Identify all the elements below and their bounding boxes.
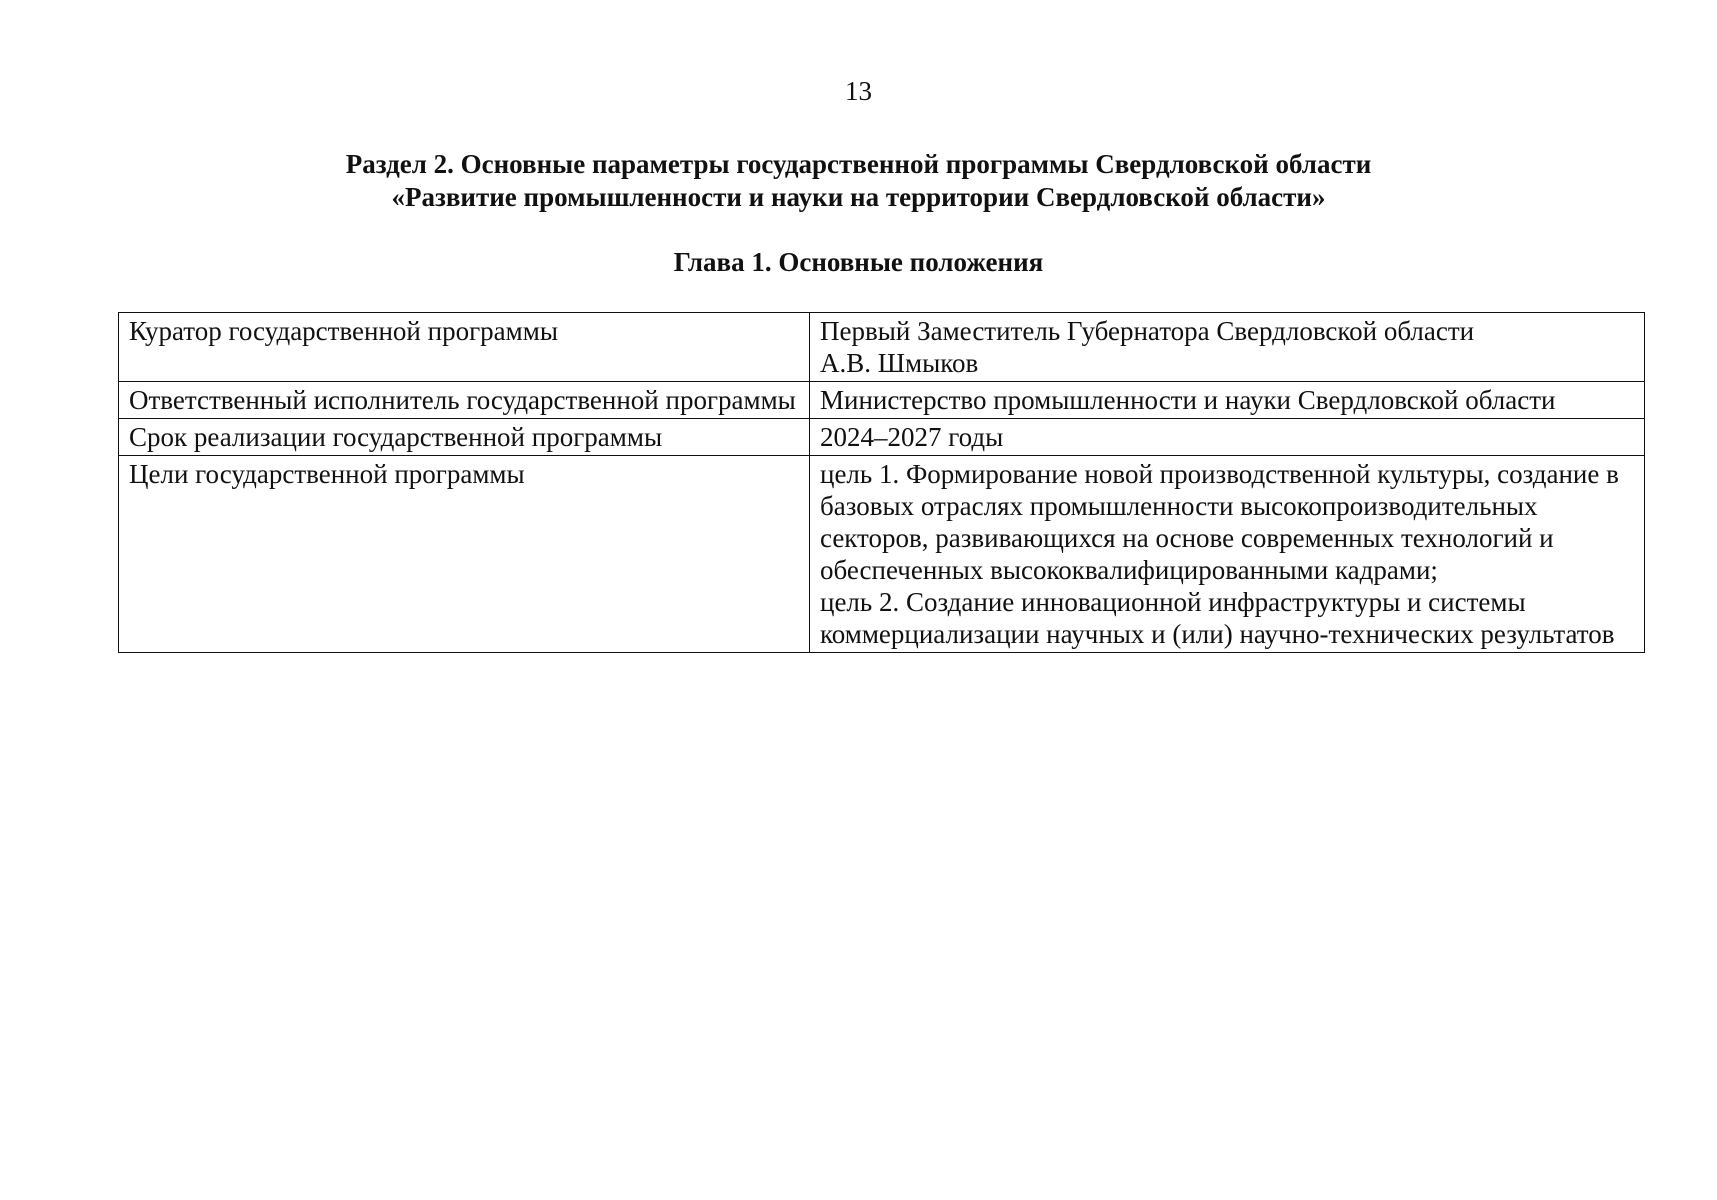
row-label-curator: Куратор государственной программы bbox=[119, 313, 810, 382]
row-value-program-goals bbox=[810, 456, 1645, 653]
table-row-implementation-period bbox=[119, 419, 1645, 456]
row-value-implementation-period bbox=[810, 419, 1645, 456]
row-label-program-goals: Цели государственной программы bbox=[119, 456, 810, 653]
curator-position: Первый Заместитель Губернатора Свердловской области bbox=[820, 316, 1475, 346]
curator-name: А.В. Шмыков bbox=[820, 348, 979, 378]
row-value-responsible-executor bbox=[810, 382, 1645, 419]
row-label-responsible-executor: Ответственный исполнитель государственной программы bbox=[119, 382, 810, 419]
section-title-line-2: «Развитие промышленности и науки на территории Свердловской области» bbox=[391, 182, 1326, 212]
program-parameters-table bbox=[118, 312, 1645, 653]
row-value-curator bbox=[810, 313, 1645, 382]
table-row-curator bbox=[119, 313, 1645, 382]
chapter-title: Глава 1. Основные положения bbox=[673, 247, 1044, 277]
section-title-line-1: Раздел 2. Основные параметры государственной программы Свердловской области bbox=[345, 149, 1372, 179]
row-label-implementation-period: Срок реализации государственной программы bbox=[119, 419, 810, 456]
table-row-responsible-executor bbox=[119, 382, 1645, 419]
implementation-period-value: 2024–2027 годы bbox=[820, 422, 1004, 452]
program-goal-2: цель 2. Создание инновационной инфраструктуры и системы коммерциализации научных и (или) научно-технических результатов bbox=[820, 587, 1615, 649]
section-title bbox=[0, 148, 1717, 214]
program-goal-1: цель 1. Формирование новой производственной культуры, создание в базовых отраслях промышленности высокопроизводительных секторов, развивающихся на основе современных технологий и обеспеченных высококвалифицированными кадрами; bbox=[820, 459, 1619, 585]
responsible-executor-name: Министерство промышленности и науки Свердловской области bbox=[820, 385, 1556, 415]
page-number: 13 bbox=[845, 76, 872, 106]
table-row-program-goals bbox=[119, 456, 1645, 653]
